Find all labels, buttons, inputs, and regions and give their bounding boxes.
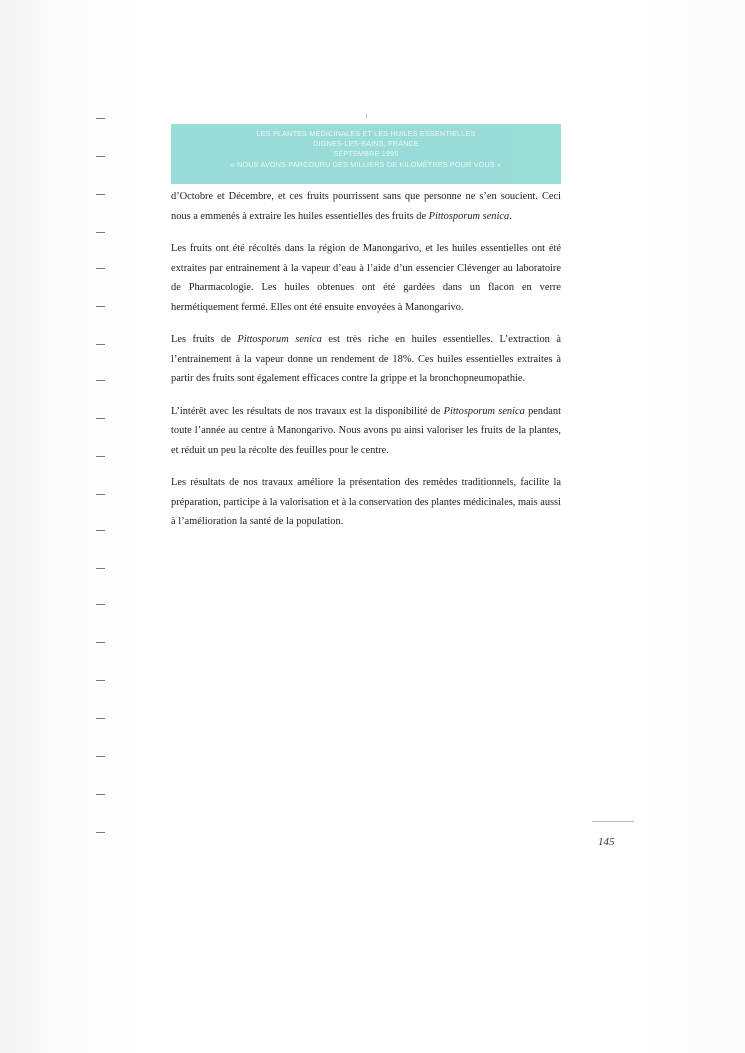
species-name: Pittosporum senica — [443, 405, 525, 417]
body-text — [171, 187, 561, 545]
species-name: Pittosporum senica — [428, 210, 510, 222]
header-banner — [171, 124, 561, 184]
paragraph-4: L’intérêt avec les résultats de nos travaux est la disponibilité de Pittosporum senica pendant toute l’année au centre à Manongarivo. Nous avons pu ainsi valoriser les fruits de la plantes, et réduit un peu la récolte des feuilles pour le centre. — [171, 405, 561, 456]
paragraph-1: d’Octobre et Décembre, et ces fruits pourrissent sans que personne ne s’en soucient. Ceci nous a emmenés à extraire les huiles essentielles des fruits de Pittosporum senica. — [171, 191, 561, 222]
binding-marks — [96, 110, 110, 850]
header-line-location: DIGNES-LES-BAINS, FRANCE — [313, 139, 419, 149]
paragraph-3: Les fruits de Pittosporum senica est très riche en huiles essentielles. L’extraction à l’entrainement à la vapeur donne un rendement de 18%. Ces huiles essentielles extraites à partir des fruits sont également efficaces contre la grippe et la bronchopneumopathie. — [171, 334, 561, 384]
header-line-quote: « NOUS AVONS PARCOURU DES MILLIERS DE KILOMÈTRES POUR VOUS » — [230, 159, 502, 169]
species-name: Pittosporum senica — [237, 334, 322, 345]
paragraph-5: Les résultats de nos travaux améliore la présentation des remèdes traditionnels, facilite la préparation, participe à la valorisation et à la conservation des plantes médicinales, mais aussi à l’amélioration la santé de la population. — [171, 477, 561, 527]
scan-mark — [366, 113, 371, 119]
page-number-rule — [592, 821, 634, 822]
paragraph-2: Les fruits ont été récoltés dans la région de Manongarivo, et les huiles essentielles ont été extraites par entrainement à la vapeur d’eau à l’aide d’un essencier Clévenger au laboratoire de Pharmacologie. Les huiles obtenues ont été gardées dans un flacon en verre hermétiquement fermé. Elles ont été ensuite envoyées à Manongarivo. — [171, 243, 561, 313]
header-line-date: SEPTEMBRE 1995 — [333, 149, 399, 159]
header-line-title: LES PLANTES MÉDICINALES ET LES HUILES ESSENTIELLES — [256, 129, 476, 138]
page-number: 145 — [598, 836, 615, 848]
